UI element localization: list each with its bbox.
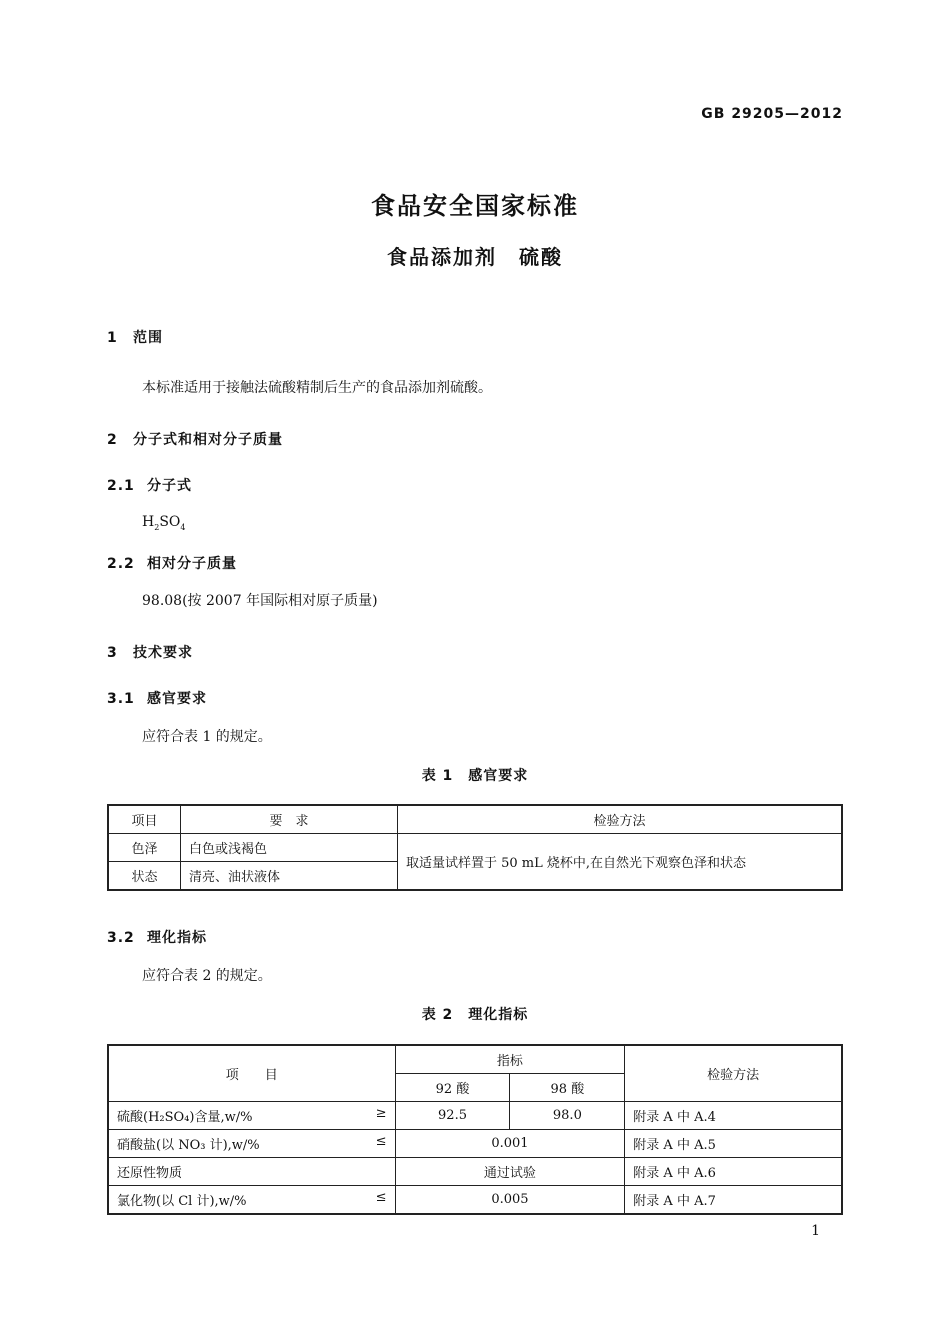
section-2-heading: 2 分子式和相对分子质量	[107, 432, 283, 448]
cell: 硝酸盐(以 NO₃ 计),w/% ≤	[108, 1130, 395, 1158]
cell: 0.005	[395, 1186, 625, 1215]
cell: 色泽	[108, 834, 181, 862]
table-row	[108, 834, 842, 862]
header-cell: 项目	[108, 805, 181, 834]
table-row	[108, 1158, 842, 1186]
section-2-2-heading: 2.2 相对分子质量	[107, 556, 237, 572]
table-2-caption: 表 2 理化指标	[421, 1007, 529, 1023]
header-cell: 检验方法	[398, 805, 843, 834]
table-1-caption: 表 1 感官要求	[421, 768, 529, 784]
page-title: 食品安全国家标准	[371, 192, 579, 220]
cell: 取适量试样置于 50 mL 烧杯中,在自然光下观察色泽和状态	[398, 834, 843, 891]
cell: 还原性物质	[108, 1158, 395, 1186]
cell: 附录 A 中 A.7	[625, 1186, 842, 1215]
header-cell: 98 酸	[510, 1074, 625, 1102]
cell: 附录 A 中 A.5	[625, 1130, 842, 1158]
table-row	[108, 1130, 842, 1158]
table-row	[108, 1102, 842, 1130]
header-cell: 检验方法	[625, 1045, 842, 1102]
cell: 状态	[108, 862, 181, 891]
cell: 清亮、油状液体	[181, 862, 398, 891]
cell: 92.5	[395, 1102, 510, 1130]
section-3-1-heading: 3.1 感官要求	[107, 691, 207, 707]
page-subtitle: 食品添加剂 硫酸	[387, 245, 563, 269]
header-cell: 92 酸	[395, 1074, 510, 1102]
cell: 附录 A 中 A.4	[625, 1102, 842, 1130]
header-cell: 指标	[395, 1045, 625, 1074]
table-header-row	[108, 805, 842, 834]
section-1-heading: 1 范围	[107, 330, 163, 346]
section-2-1-heading: 2.1 分子式	[107, 478, 192, 494]
section-3-2-text: 应符合表 2 的规定。	[142, 968, 272, 984]
standard-code: GB 29205—2012	[701, 106, 843, 122]
cell: 98.0	[510, 1102, 625, 1130]
molecular-mass: 98.08(按 2007 年国际相对原子质量)	[142, 593, 378, 609]
cell: 氯化物(以 Cl 计),w/% ≤	[108, 1186, 395, 1215]
molecular-formula: $H_2SO_4$	[142, 514, 186, 532]
section-3-heading: 3 技术要求	[107, 645, 193, 661]
table-1	[107, 804, 843, 891]
table-row	[108, 1186, 842, 1215]
cell: 0.001	[395, 1130, 625, 1158]
section-3-2-heading: 3.2 理化指标	[107, 930, 207, 946]
cell: 白色或浅褐色	[181, 834, 398, 862]
page-number: 1	[811, 1223, 820, 1239]
cell: 硫酸(H₂SO₄)含量,w/% ≥	[108, 1102, 395, 1130]
header-cell: 项 目	[108, 1045, 395, 1102]
table-2	[107, 1044, 843, 1215]
table-header-row	[108, 1045, 842, 1074]
cell: 通过试验	[395, 1158, 625, 1186]
header-cell: 要 求	[181, 805, 398, 834]
section-3-1-text: 应符合表 1 的规定。	[142, 729, 272, 745]
section-1-text: 本标准适用于接触法硫酸精制后生产的食品添加剂硫酸。	[142, 380, 492, 396]
cell: 附录 A 中 A.6	[625, 1158, 842, 1186]
